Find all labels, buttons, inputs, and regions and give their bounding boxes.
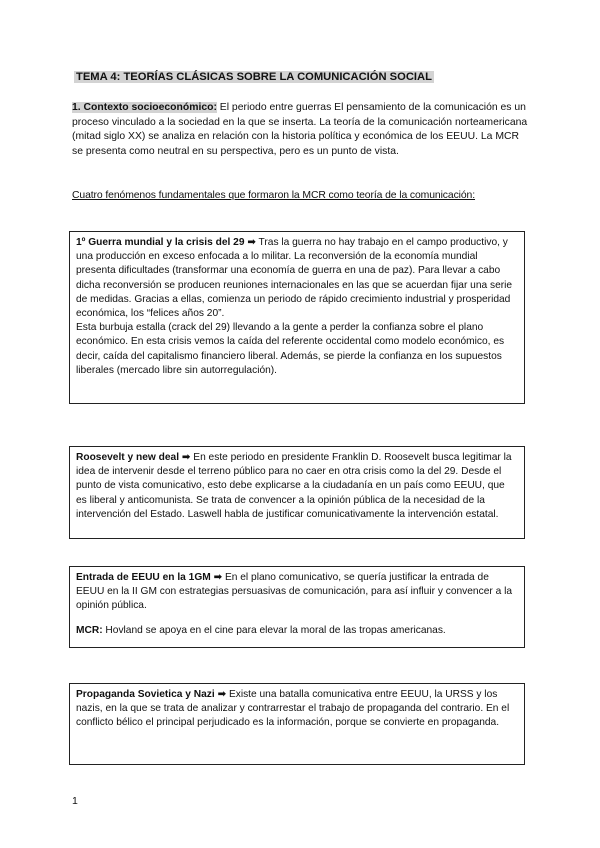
intro-text: El periodo entre guerras El pensamiento de la comunicación es un proceso vinculado a la sociedad en la que se inserta. La teoría de la comunicación norteamericana (mitad siglo XX) se analiza en relación con la historia política y económica de los EEUU. La MCR se presenta como neutral en su perspectiva, pero es un punto de vista. [72, 102, 528, 157]
box-roosevelt-new-deal [69, 446, 525, 539]
box-heading: Roosevelt y new deal [76, 452, 180, 463]
box-paragraph [76, 451, 518, 522]
intro-heading: 1. Contexto socioeconómico: [72, 102, 217, 113]
document-title: TEMA 4: TEORÍAS CLÁSICAS SOBRE LA COMUNICACIÓN SOCIAL [76, 71, 432, 83]
box-paragraph [76, 571, 518, 614]
arrow-right-icon: ➡ [181, 452, 191, 463]
box-text-2: Esta burbuja estalla (crack del 29) llevando a la gente a perder la confianza sobre el plano económico. En esta crisis vemos la caída del referente occidental como modelo económico, es decir, caída del capitalismo financiero liberal. Además, se pierde la confianza en los supuestos liberales (mercado libre sin autorregulación). [76, 322, 505, 376]
mcr-text: Hovland se apoya en el cine para elevar la moral de las tropas americanas. [102, 624, 446, 636]
mcr-label: MCR: [76, 624, 103, 636]
box-paragraph [76, 688, 518, 731]
box-text: En este periodo en presidente Franklin D. Roosevelt busca legitimar la idea de intervenir desde el terreno público para no caer en otra crisis como la del 29. Desde el punto de vista comunicativo, esto debe explicarse a la ciudadanía en un país como EEUU, que es liberal y anticomunista. Se trata de convencer a la opinión pública de la necesidad de la intervención del Estado. Laswell habla de justificar comunicativamente la intervención estatal. [76, 452, 512, 520]
box-text: En el plano comunicativo, se quería justificar la entrada de EEUU en la II GM con estrategias persuasivas de comunicación, para así influir y convencer a la opinión pública. [76, 572, 513, 612]
box-ww1-crisis29 [69, 231, 525, 404]
page-number: 1 [72, 795, 78, 807]
box-text: Existe una batalla comunicativa entre EEUU, la URSS y los nazis, en la que se trata de analizar y contrarrestar el trabajo de propaganda del contrario. En el conflicto bélico el principal perjudicado es la información, porque se convierte en propaganda. [76, 689, 510, 729]
section-subheading: Cuatro fenómenos fundamentales que formaron la MCR como teoría de la comunicación: [72, 190, 476, 201]
arrow-right-icon: ➡ [247, 237, 256, 248]
box-heading: Entrada de EEUU en la 1GM [76, 572, 211, 583]
box-paragraph [76, 236, 518, 321]
box-heading: 1º Guerra mundial y la crisis del 29 [76, 237, 245, 248]
box-propaganda [69, 683, 525, 765]
box-eeuu-entry [69, 566, 525, 648]
arrow-right-icon: ➡ [213, 572, 223, 583]
box-paragraph [76, 321, 518, 378]
box-heading: Propaganda Sovietica y Nazi [76, 689, 215, 700]
box-paragraph [76, 624, 518, 638]
arrow-right-icon: ➡ [217, 689, 227, 700]
intro-paragraph [72, 101, 530, 159]
box-text: Tras la guerra no hay trabajo en el campo productivo, y una producción en exceso enfocada a lo militar. La reconversión de la economía mundial presenta dificultades (transformar una economía de guerra en una de paz). Para llevar a cabo dicha reconversión se producen reuniones internacionales en las que se acuerdan fijar una serie de medidas. Gracias a ellas, comienza un periodo de rápido crecimiento industrial y prosperidad económica, los “felices años 20”. [76, 237, 513, 320]
